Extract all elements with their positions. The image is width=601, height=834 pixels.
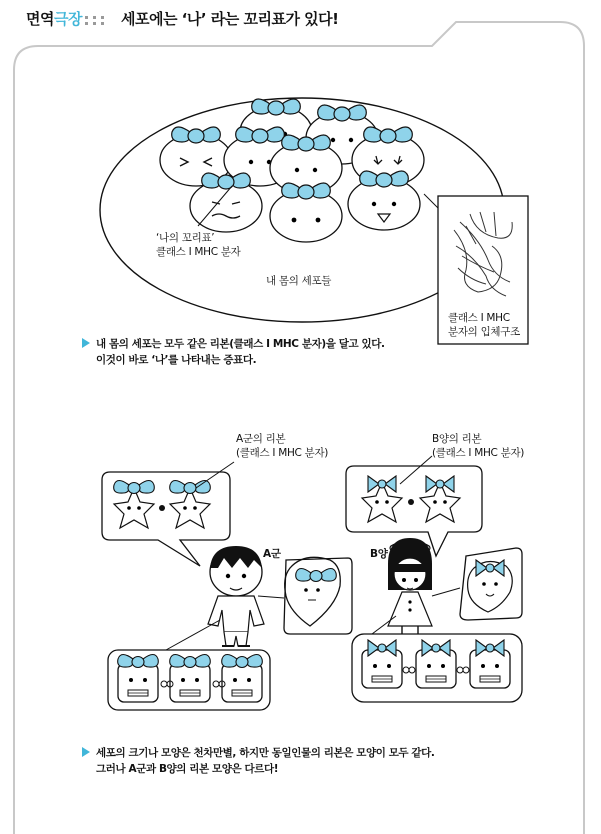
- inset-label-line2: 분자의 입체구조: [448, 326, 520, 338]
- page-title: 세포에는 ‘나’ 라는 꼬리표가 있다!: [121, 10, 339, 28]
- bullet-2: [82, 745, 435, 777]
- a-ribbon-label-line2: (클래스 I MHC 분자): [236, 447, 329, 459]
- cells-label: 내 몸의 세포들: [266, 275, 332, 287]
- tag-label-line2: 클래스 I MHC 분자: [156, 246, 241, 258]
- bullet-2-line1: 세포의 크기나 모양은 천차만별, 하지만 동일인물의 리본은 모양이 모두 같다.: [96, 747, 435, 759]
- bullet-2-line2: 그러나 A군과 B양의 리본 모양은 다르다!: [96, 763, 279, 775]
- b-name-label: B양: [370, 548, 388, 560]
- header-brand-part1: 면역: [26, 10, 54, 28]
- bullet-1-line2: 이것이 바로 ‘나’를 나타내는 증표다.: [96, 354, 257, 366]
- inset-label-line1: 클래스 I MHC: [448, 312, 510, 324]
- b-ribbon-label-line2: (클래스 I MHC 분자): [432, 447, 525, 459]
- bullet-triangle-icon: [82, 747, 90, 757]
- a-name-label: A군: [263, 548, 281, 560]
- bullet-1-line1: 내 몸의 세포는 모두 같은 리본(클래스 I MHC 분자)을 달고 있다.: [96, 338, 385, 350]
- b-ribbon-label-line1: B양의 리본: [432, 433, 482, 445]
- header-brand-part2: 극장: [53, 10, 82, 28]
- a-ribbon-label-line1: A군의 리본: [236, 433, 286, 445]
- tag-label-line1: ‘나의 꼬리표’: [156, 232, 215, 244]
